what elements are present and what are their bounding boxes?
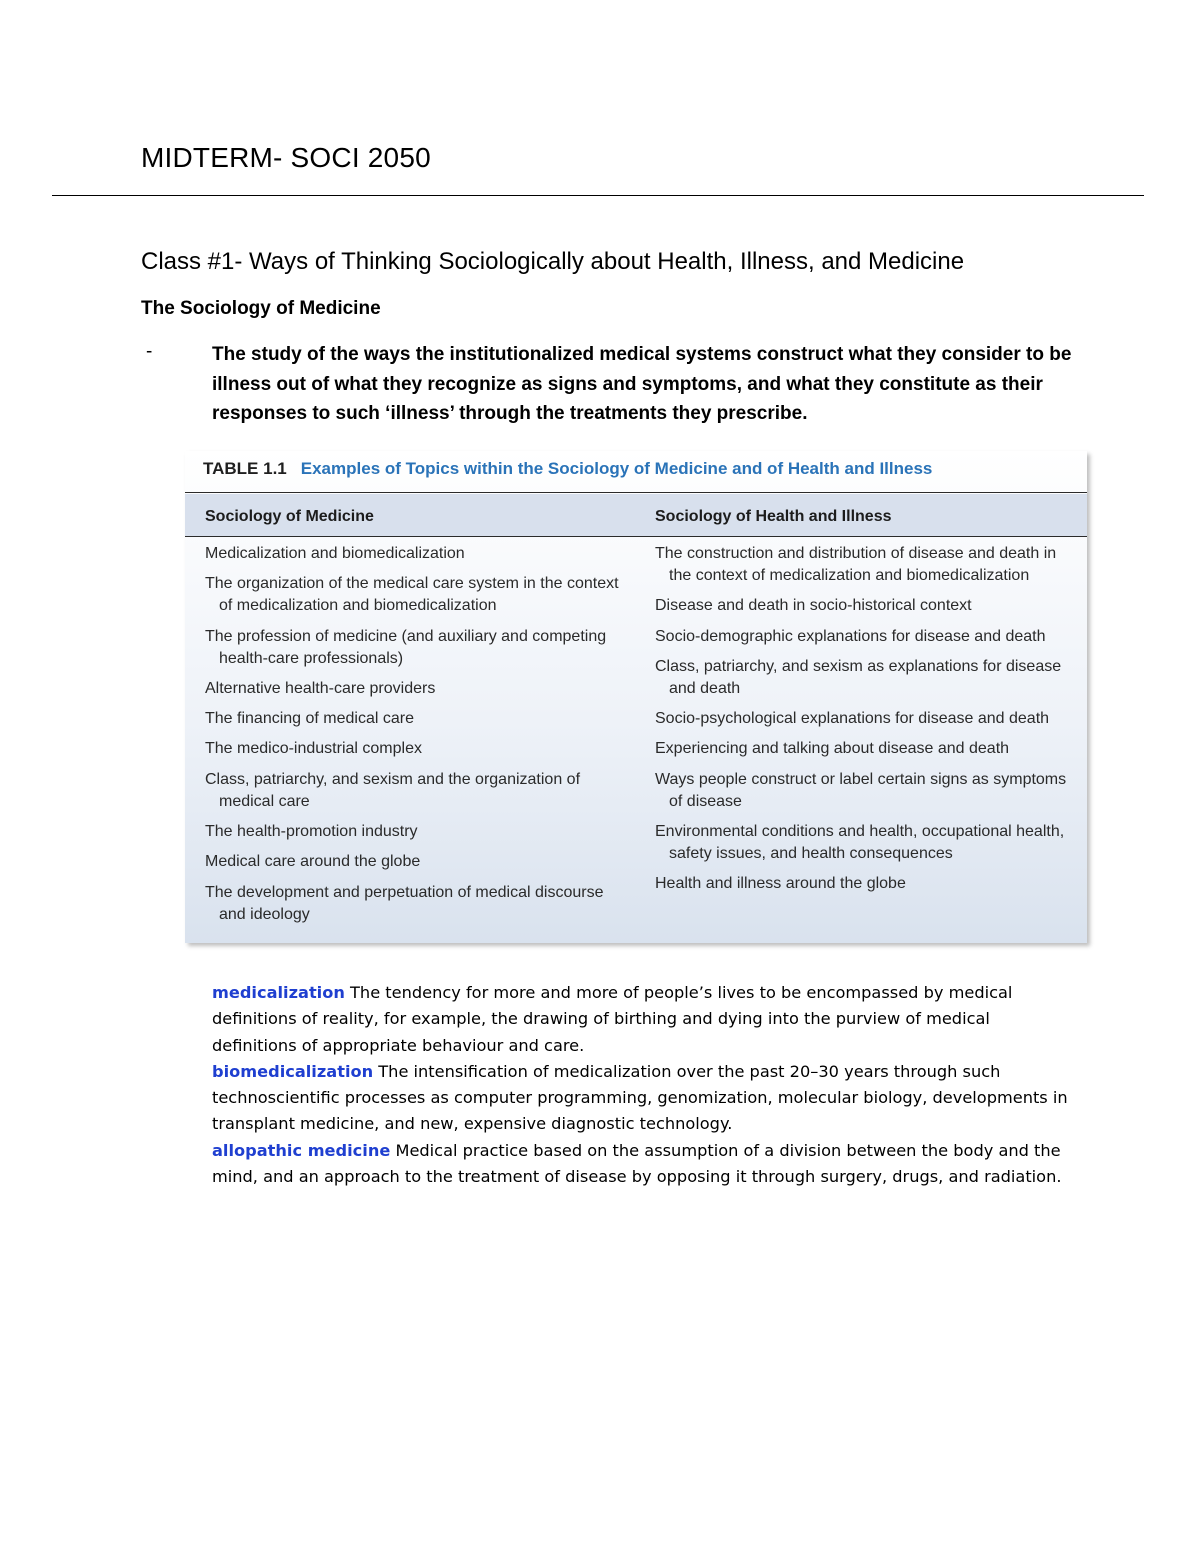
table-cell: Experiencing and talking about disease and death <box>655 740 1010 758</box>
bullet-text: The study of the ways the institutionalized medical systems construct what they consider to be illness out of what they recognize as signs and symptoms, and what they constitute as their responses to such ‘illness’ through the treatments they prescribe. <box>212 344 1072 424</box>
definition-text: Medical practice based on the assumption of a division between the body and the mind, and an approach to the treatment of disease by opposing it through surgery, drugs, and radiation. <box>212 1140 1062 1187</box>
definition-term: medicalization <box>212 983 345 1002</box>
document-title: MIDTERM- SOCI 2050 <box>141 142 431 173</box>
definition-text: The tendency for more and more of people’s lives to be encompassed by medical definitions of reality, for example, the drawing of birthing and dying into the purview of medical definitions of appropriate behaviour and care. <box>212 983 1013 1055</box>
bullet-marker: - <box>146 341 153 362</box>
table-cell: Health and illness around the globe <box>655 875 906 893</box>
table-header-rule <box>185 536 1087 537</box>
table-cell: Environmental conditions and health, occupational health, safety issues, and health consequences <box>655 823 1065 863</box>
table-cell: Disease and death in socio-historical context <box>655 597 972 615</box>
table-caption-text: Examples of Topics within the Sociology of Medicine and of Health and Illness <box>300 459 933 478</box>
table-top-rule <box>185 492 1087 493</box>
topics-table-figure <box>185 451 1087 943</box>
table-cell: The organization of the medical care system in the context of medicalization and biomedicalization <box>205 575 619 615</box>
table-cell: The health-promotion industry <box>205 823 418 841</box>
table-cell: Ways people construct or label certain signs as symptoms of disease <box>655 770 1067 810</box>
table-number: TABLE 1.1 <box>203 459 287 478</box>
definition-medicalization <box>212 980 1072 1059</box>
table-cell: The medico-industrial complex <box>205 740 422 758</box>
table-cell: Alternative health-care providers <box>205 679 436 697</box>
right-column-list <box>655 543 1080 904</box>
table-cell: Medicalization and biomedicalization <box>205 545 465 562</box>
table-cell: The development and perpetuation of medical discourse and ideology <box>205 883 604 923</box>
table-cell: The construction and distribution of disease and death in the context of medicalization and biomedicalization <box>655 545 1057 584</box>
definition-term: allopathic medicine <box>212 1140 391 1160</box>
table-cell: Socio-demographic explanations for disease and death <box>655 627 1046 645</box>
table-cell: Class, patriarchy, and sexism as explanations for disease and death <box>655 657 1062 697</box>
definition-allopathic-medicine <box>212 1138 1072 1191</box>
definition-text: The intensification of medicalization over the past 20–30 years through such technoscientific processes as computer programming, genomization, molecular biology, developments in transplant medicine, and new, expensive diagnostic technology. <box>212 1061 1068 1134</box>
column-header-sociology-of-medicine: Sociology of Medicine <box>205 508 374 525</box>
table-caption <box>203 459 932 489</box>
table-cell: Class, patriarchy, and sexism and the organization of medical care <box>205 770 581 810</box>
table-cell: Socio-psychological explanations for disease and death <box>655 710 1050 728</box>
definition-biomedicalization <box>212 1059 1072 1138</box>
table-cell: The profession of medicine (and auxiliary and competing health-care professionals) <box>205 627 607 667</box>
class-heading: Class #1- Ways of Thinking Sociologically about Health, Illness, and Medicine <box>141 248 965 275</box>
table-cell: The financing of medical care <box>205 710 414 728</box>
definitions-block <box>212 980 1072 1190</box>
title-divider <box>52 195 1144 196</box>
definition-term: biomedicalization <box>212 1061 374 1081</box>
section-heading: The Sociology of Medicine <box>141 298 381 319</box>
left-column-list <box>205 543 625 934</box>
table-cell: Medical care around the globe <box>205 853 421 871</box>
column-header-health-and-illness: Sociology of Health and Illness <box>655 508 892 525</box>
